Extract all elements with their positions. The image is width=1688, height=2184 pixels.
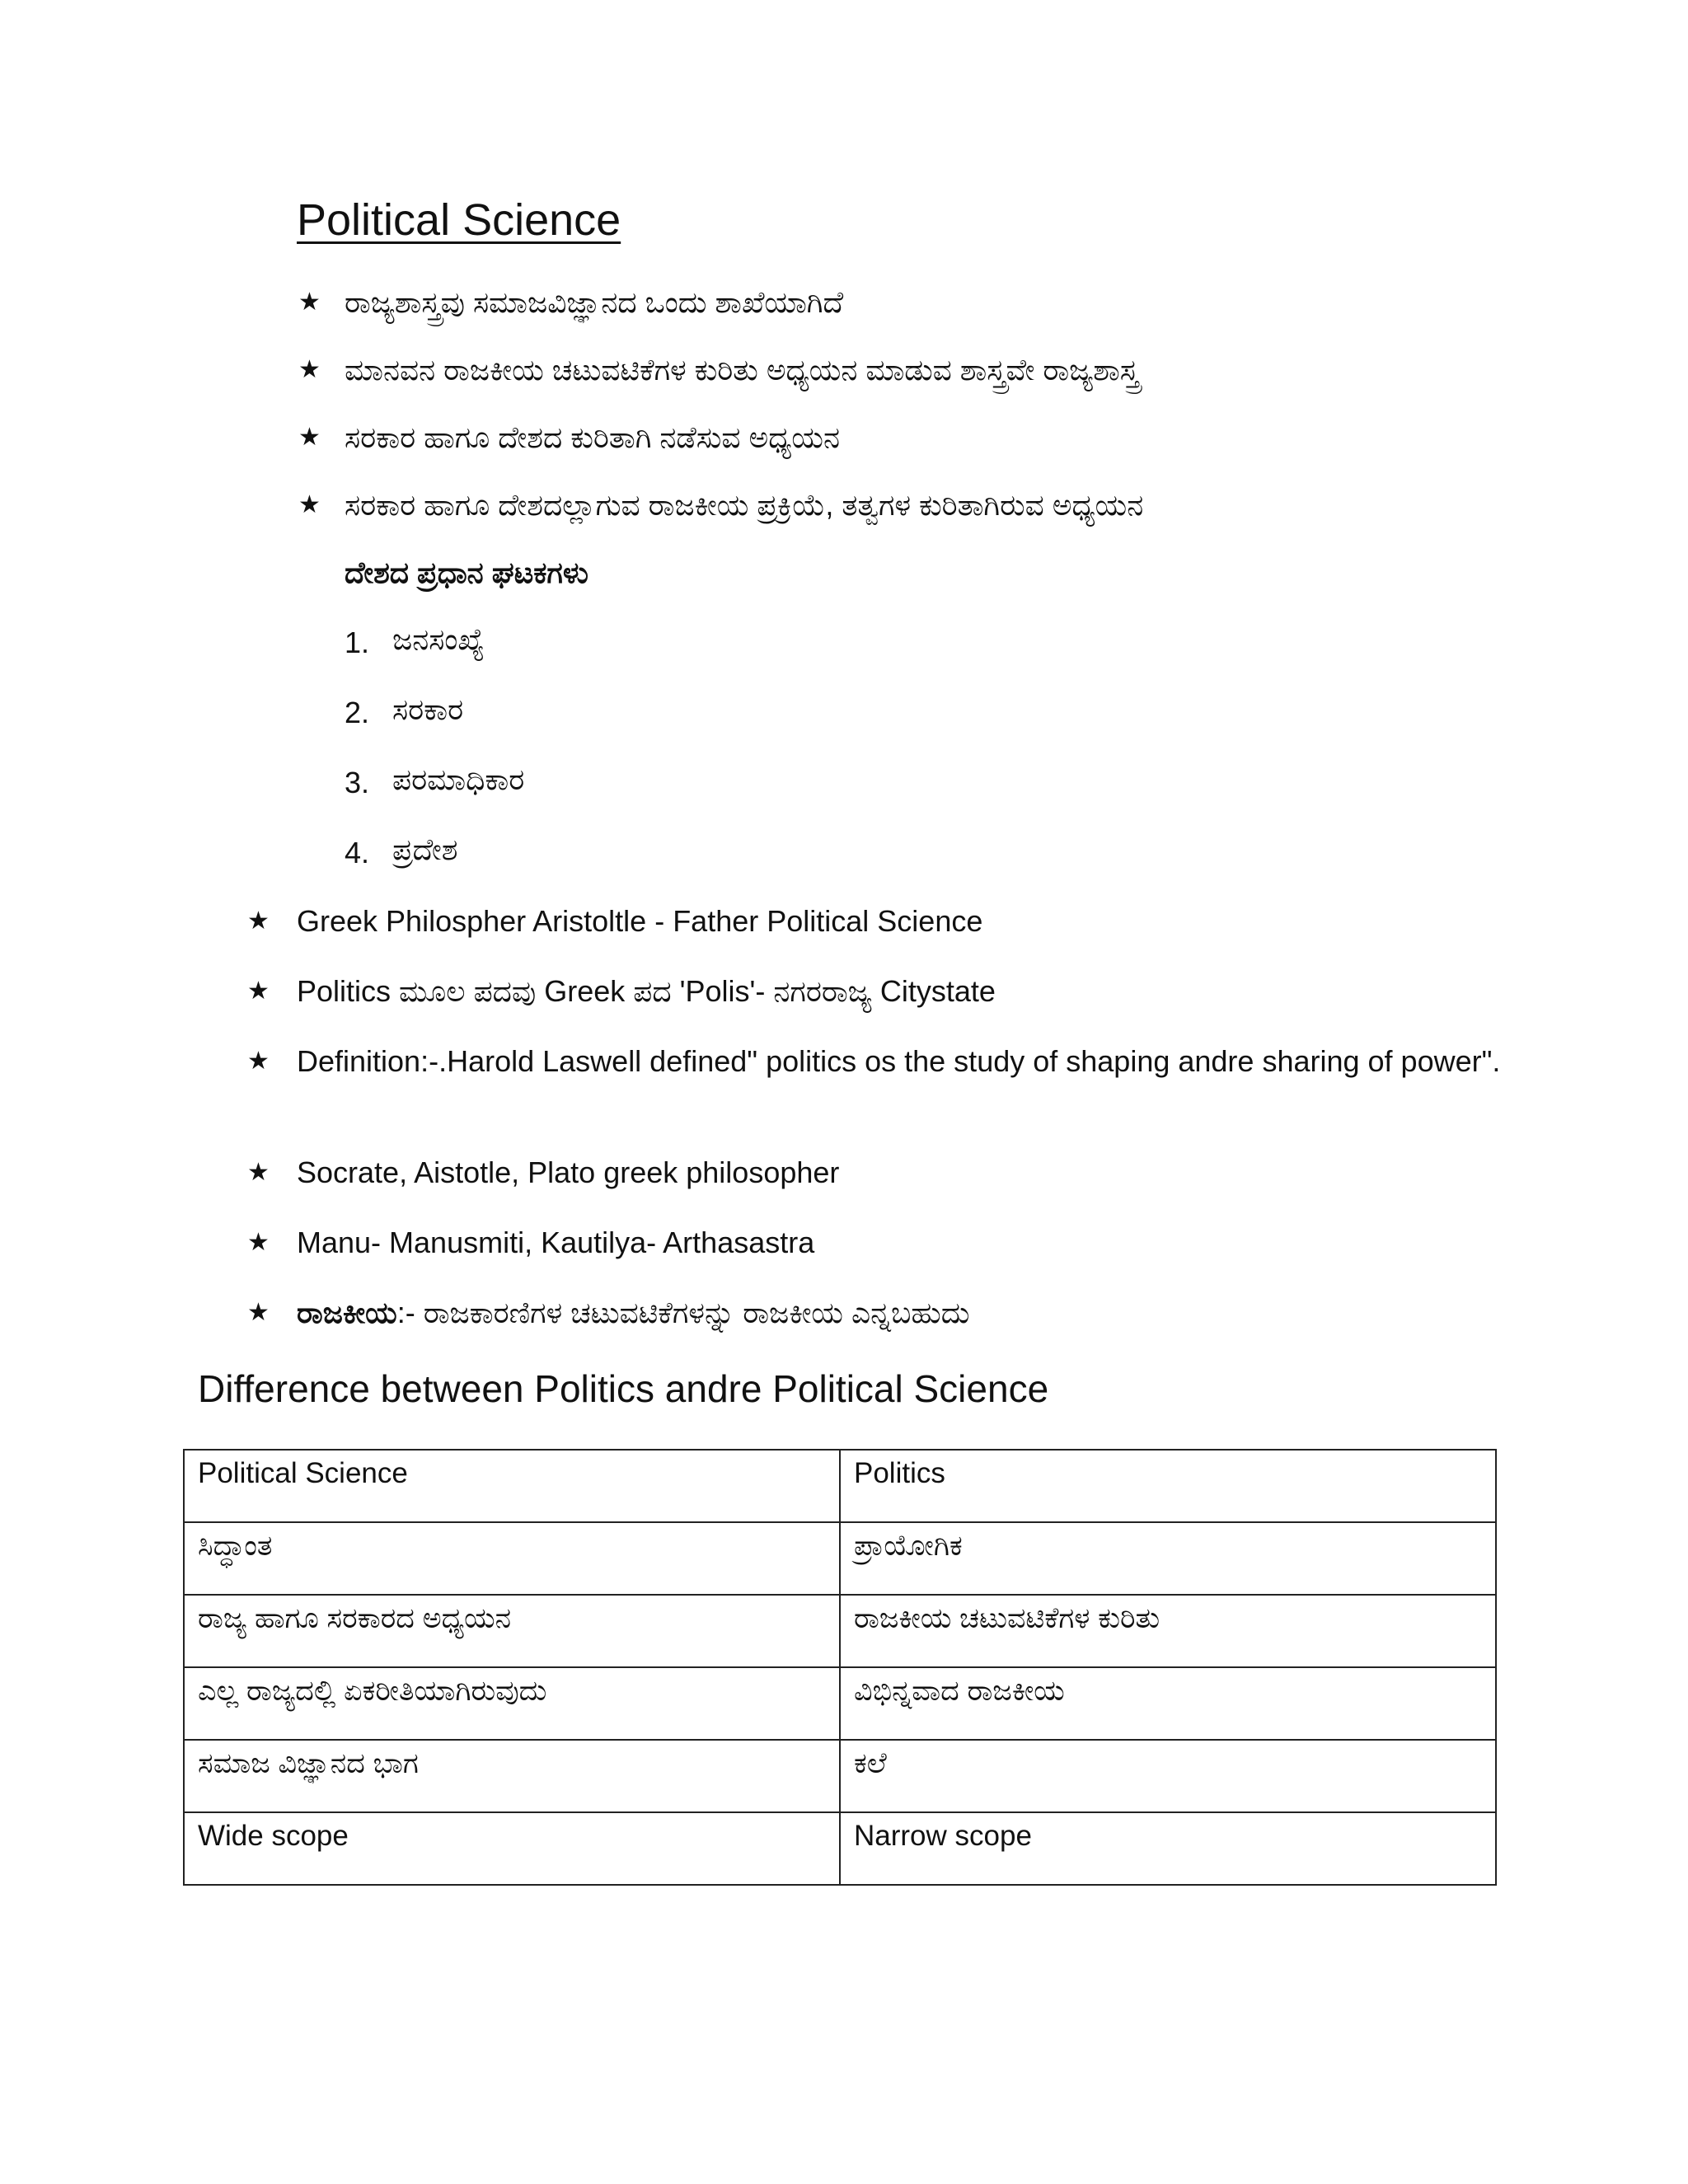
table-row <box>184 1740 1496 1812</box>
table-cell: ಪ್ರಾಯೋಗಿಕ <box>840 1522 1496 1595</box>
bullet-item: ಮಾನವನ ರಾಜಕೀಯ ಚಟುವಟಿಕೆಗಳ ಕುರಿತು ಅಧ್ಯಯನ ಮಾಡುವ ಶಾಸ್ತ್ರವೇ ರಾಜ್ಯಶಾಸ್ತ್ರ <box>345 353 1140 387</box>
bullet-item: Politics ಮೂಲ ಪದವು Greek ಪದ 'Polis'- ನಗರರಾಜ್ಯ Citystate <box>297 974 996 1008</box>
term-definition: :- ರಾಜಕಾರಣಿಗಳ ಚಟುವಟಿಕೆಗಳನ್ನು ರಾಜಕೀಯ ಎನ್ನಬಹುದು <box>396 1296 970 1329</box>
bullet-item: ಸರಕಾರ ಹಾಗೂ ದೇಶದ ಕುರಿತಾಗಿ ನಡೆಸುವ ಅಧ್ಯಯನ <box>345 420 840 454</box>
table-row <box>184 1667 1496 1740</box>
section-subheading: ದೇಶದ ಪ್ರಧಾನ ಘಟಕಗಳು <box>345 555 588 589</box>
table-cell: ಸಿದ್ಧಾಂತ <box>184 1522 840 1595</box>
bullet-item: Manu- Manusmiti, Kautilya- Arthasastra <box>297 1226 815 1259</box>
table-cell: ರಾಜಕೀಯ ಚಟುವಟಿಕೆಗಳ ಕುರಿತು <box>840 1595 1496 1667</box>
bullet-star-icon: ★ <box>247 1047 270 1075</box>
table-row <box>184 1812 1496 1885</box>
list-number: 1. <box>345 626 370 659</box>
bullet-item <box>297 1291 969 1334</box>
bullet-item: Greek Philospher Aristoltle - Father Political Science <box>297 904 983 938</box>
numbered-item: ಜನಸಂಖ್ಯೆ <box>392 622 485 656</box>
table-cell: ರಾಜ್ಯ ಹಾಗೂ ಸರಕಾರದ ಅಧ್ಯಯನ <box>184 1595 840 1667</box>
bullet-star-icon: ★ <box>298 491 321 518</box>
bullet-star-icon: ★ <box>247 1229 270 1256</box>
column-header: Politics <box>840 1450 1496 1522</box>
numbered-item: ಪ್ರದೇಶ <box>392 832 458 866</box>
table-cell: Wide scope <box>184 1812 840 1885</box>
bold-term: ರಾಜಕೀಯ <box>297 1296 397 1329</box>
column-header: Political Science <box>184 1450 840 1522</box>
table-cell: ಕಲೆ <box>840 1740 1496 1812</box>
bullet-star-icon: ★ <box>298 424 321 451</box>
bullet-star-icon: ★ <box>247 1299 270 1326</box>
list-number: 2. <box>345 696 370 729</box>
bullet-item: Socrate, Aistotle, Plato greek philosopher <box>297 1155 840 1189</box>
table-header-row <box>184 1450 1496 1522</box>
bullet-star-icon: ★ <box>298 288 321 316</box>
list-number: 3. <box>345 766 370 799</box>
table-row <box>184 1522 1496 1595</box>
page-title: Political Science <box>297 195 621 245</box>
comparison-table <box>183 1449 1497 1886</box>
bullet-item: ಸರಕಾರ ಹಾಗೂ ದೇಶದಲ್ಲಾಗುವ ರಾಜಕೀಯ ಪ್ರಕ್ರಿಯೆ, ತತ್ವಗಳ ಕುರಿತಾಗಿರುವ ಅಧ್ಯಯನ <box>345 488 1144 522</box>
table-cell: ಸಮಾಜ ವಿಜ್ಞಾನದ ಭಾಗ <box>184 1740 840 1812</box>
table-cell: Narrow scope <box>840 1812 1496 1885</box>
numbered-item: ಸರಕಾರ <box>392 692 464 726</box>
bullet-item: ರಾಜ್ಯಶಾಸ್ತ್ರವು ಸಮಾಜವಿಜ್ಞಾನದ ಒಂದು ಶಾಖೆಯಾಗಿದೆ <box>345 285 844 319</box>
bullet-star-icon: ★ <box>247 907 270 935</box>
bullet-item: Definition:-.Harold Laswell defined" politics os the study of shaping andre sharing of power". <box>297 1044 1501 1078</box>
bullet-star-icon: ★ <box>247 1159 270 1186</box>
table-cell: ವಿಭಿನ್ನವಾದ ರಾಜಕೀಯ <box>840 1667 1496 1740</box>
bullet-star-icon: ★ <box>298 356 321 383</box>
table-row <box>184 1595 1496 1667</box>
table-cell: ಎಲ್ಲ ರಾಜ್ಯದಲ್ಲಿ ಏಕರೀತಿಯಾಗಿರುವುದು <box>184 1667 840 1740</box>
section-heading: Difference between Politics andre Political Science <box>198 1367 1049 1410</box>
numbered-item: ಪರಮಾಧಿಕಾರ <box>392 762 525 796</box>
list-number: 4. <box>345 836 370 869</box>
bullet-star-icon: ★ <box>247 977 270 1005</box>
